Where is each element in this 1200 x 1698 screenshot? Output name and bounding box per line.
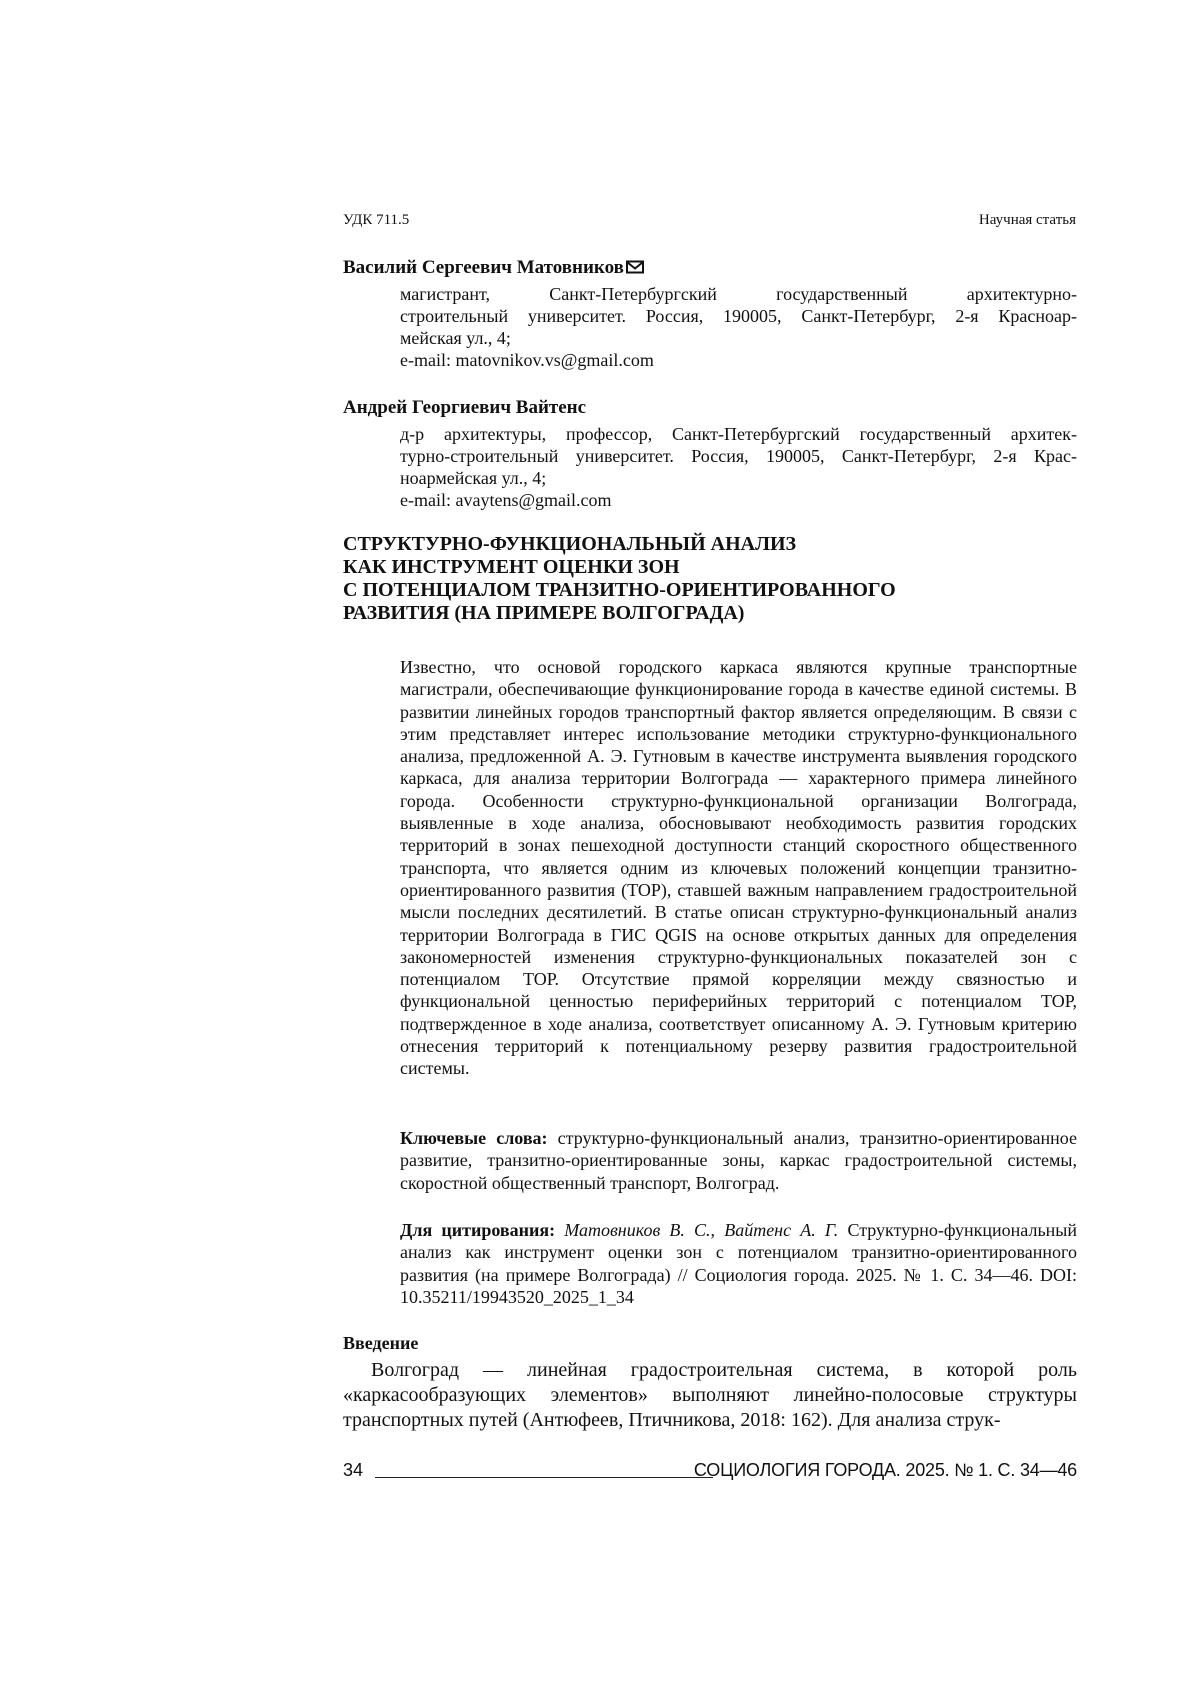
author-1-affiliation: [400, 283, 1077, 371]
article-type: Научная статья: [978, 212, 1076, 228]
intro-heading: Введение: [343, 1333, 419, 1353]
affiliation-line: ноармейская ул., 4;: [400, 468, 547, 488]
journal-reference: СОЦИОЛОГИЯ ГОРОДА. 2025. № 1. С. 34—46: [693, 1460, 1077, 1480]
title-line: РАЗВИТИЯ (НА ПРИМЕРЕ ВОЛГОГРАДА): [343, 602, 745, 624]
author-2-affiliation: [400, 423, 1077, 511]
footer-rule: [375, 1477, 713, 1478]
page-footer: [343, 1460, 1077, 1484]
citation-text: Структурно-функциональный анализ как инструмент оценки зон с потенциалом транзитно-ориентированного развития (на примере Волгограда) // Социология города. 2025. № 1. С. 34—46. DOI: 10.35211/19943520_2025_1_34: [400, 1220, 1078, 1307]
affiliation-line: д-р архитектуры, профессор, Санкт-Петербургский государственный архитек-: [400, 424, 1077, 444]
citation-label: Для цитирования:: [400, 1220, 556, 1240]
citation: [400, 1219, 1077, 1308]
page-number: 34: [343, 1460, 364, 1480]
author-2-name: Андрей Георгиевич Вайтенс: [343, 397, 587, 418]
affiliation-line: магистрант, Санкт-Петербургский государственный архитектурно-: [400, 284, 1077, 304]
article-title: [343, 533, 1063, 625]
author-1-email: e-mail: matovnikov.vs@gmail.com: [400, 350, 654, 370]
intro-paragraph: Волгоград — линейная градостроительная система, в которой роль «каркасообразующих элементов» выполняют линейно-полосовые структуры транспортных путей (Антюфеев, Птичникова, 2018: 162). Для анализа струк-: [343, 1359, 1077, 1431]
mail-icon: [626, 260, 644, 274]
affiliation-line: турно-строительный университет. Россия, 190005, Санкт-Петербург, 2-я Крас-: [400, 446, 1077, 466]
keywords-text: структурно-функциональный анализ, транзитно-ориентированное развитие, транзитно-ориентированные зоны, каркас градостроительной системы, скоростной общественный транспорт, Волгоград.: [400, 1128, 1077, 1193]
keywords: [400, 1127, 1077, 1194]
abstract: Известно, что основой городского каркаса являются крупные транспортные магистрали, обеспечивающие функционирование города в качестве единой системы. В развитии линейных городов транспортный фактор является определяющим. В связи с этим представляет интерес использование методики структурно-функционального анализа, предложенной А. Э. Гутновым в качестве инструмента выявления городского каркаса, для анализа территории Волгограда — характерного примера линейного города. Особенности структурно-функциональной организации Волгограда, выявленные в ходе анализа, обосновывают необходимость развития городских территорий в зонах пешеходной доступности станций скоростного общественного транспорта, что является одним из ключевых положений концепции транзитно-ориентированного развития (ТОР), ставшей важным направлением градостроительной мысли последних десятилетий. В статье описан структурно-функциональный анализ территории Волгограда в ГИС QGIS на основе открытых данных для определения закономерностей изменения структурно-функциональных показателей зон с потенциалом ТОР. Отсутствие прямой корреляции между связностью и функциональной ценностью периферийных территорий с потенциалом ТОР, подтвержденное в ходе анализа, соответствует описанному А. Э. Гутновым критерию отнесения территорий к потенциальному резерву развития градостроительной системы.: [400, 657, 1077, 1079]
udc-code: УДК 711.5: [343, 212, 410, 228]
title-line: С ПОТЕНЦИАЛОМ ТРАНЗИТНО-ОРИЕНТИРОВАННОГО: [343, 579, 896, 601]
affiliation-line: строительный университет. Россия, 190005, Санкт-Петербург, 2-я Красноар-: [400, 306, 1077, 326]
keywords-label: Ключевые слова:: [400, 1128, 548, 1148]
title-line: СТРУКТУРНО-ФУНКЦИОНАЛЬНЫЙ АНАЛИЗ: [343, 533, 797, 555]
affiliation-line: мейская ул., 4;: [400, 328, 511, 348]
author-1-name: Василий Сергеевич Матовников: [343, 257, 644, 279]
author-2-email: e-mail: avaytens@gmail.com: [400, 490, 612, 510]
citation-authors: Матовников В. С., Вайтенс А. Г.: [564, 1220, 839, 1240]
title-line: КАК ИНСТРУМЕНТ ОЦЕНКИ ЗОН: [343, 556, 680, 578]
